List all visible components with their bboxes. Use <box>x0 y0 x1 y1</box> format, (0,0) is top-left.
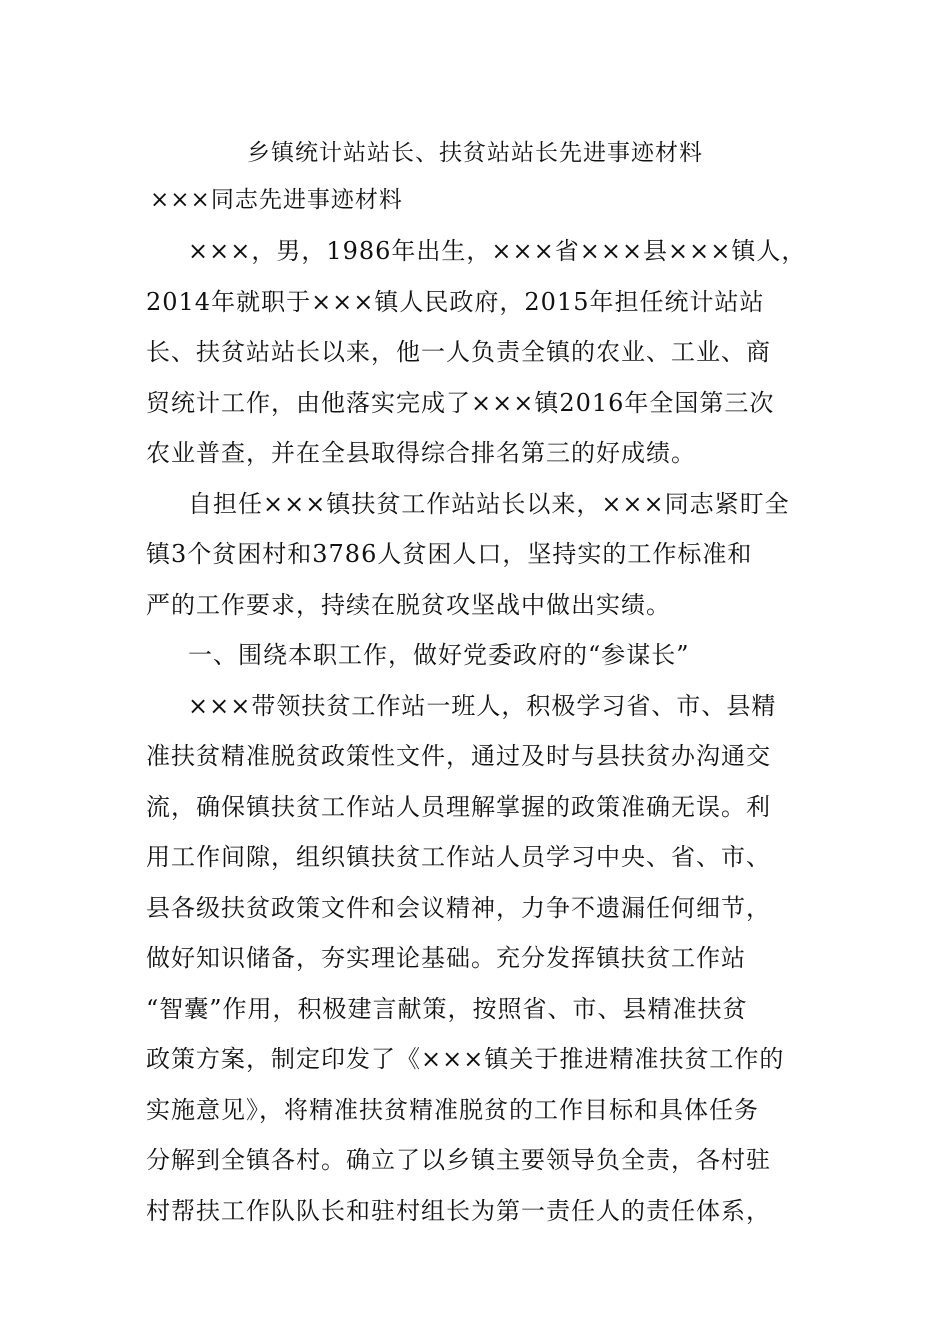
paragraph-line: 政策方案，制定印发了《×××镇关于推进精准扶贫工作的 <box>146 1045 785 1073</box>
paragraph-line: 县各级扶贫政策文件和会议精神，力争不遗漏任何细节， <box>146 893 771 922</box>
paragraph-line: 2014年就职于×××镇人民政府，2015年担任统计站站 <box>146 287 765 316</box>
paragraph-line: 贸统计工作，由他落实完成了×××镇2016年全国第三次 <box>146 388 775 417</box>
paragraph-line: 分解到全镇各村。确立了以乡镇主要领导负全责，各村驻 <box>146 1146 771 1174</box>
paragraph-line: 长、扶贫站站长以来，他一人负责全镇的农业、工业、商 <box>146 338 771 366</box>
paragraph-line: 实施意见》，将精准扶贫精准脱贫的工作目标和具体任务 <box>146 1095 759 1124</box>
paragraph-line: “智囊”作用，积极建言献策，按照省、市、县精准扶贫 <box>146 994 748 1023</box>
paragraph-line: 农业普查，并在全县取得综合排名第三的好成绩。 <box>146 439 696 467</box>
paragraph-line: 镇3个贫困村和3786人贫困人口，坚持实的工作标准和 <box>146 540 753 568</box>
paragraph-line: 用工作间隙，组织镇扶贫工作站人员学习中央、省、市、 <box>146 843 771 871</box>
paragraph-line: ×××，男，1986年出生，×××省×××县×××镇人， <box>188 237 807 265</box>
document-title: 乡镇统计站站长、扶贫站站长先进事迹材料 <box>247 140 703 166</box>
paragraph-line: ×××带领扶贫工作站一班人，积极学习省、市、县精 <box>188 691 777 720</box>
paragraph-line: 做好知识储备，夯实理论基础。充分发挥镇扶贫工作站 <box>146 944 746 972</box>
paragraph-line: 严的工作要求，持续在脱贫攻坚战中做出实绩。 <box>146 590 671 619</box>
paragraph-line: 流，确保镇扶贫工作站人员理解掌握的政策准确无误。利 <box>146 792 771 821</box>
paragraph-line: 准扶贫精准脱贫政策性文件，通过及时与县扶贫办沟通交 <box>146 742 771 770</box>
paragraph-line: 村帮扶工作队队长和驻村组长为第一责任人的责任体系， <box>146 1196 771 1225</box>
document-subtitle: ×××同志先进事迹材料 <box>150 187 403 213</box>
document-body <box>146 228 812 1238</box>
paragraph-line: 自担任×××镇扶贫工作站站长以来，×××同志紧盯全 <box>188 489 790 518</box>
section-heading: 一、围绕本职工作，做好党委政府的“参谋长” <box>188 641 690 669</box>
